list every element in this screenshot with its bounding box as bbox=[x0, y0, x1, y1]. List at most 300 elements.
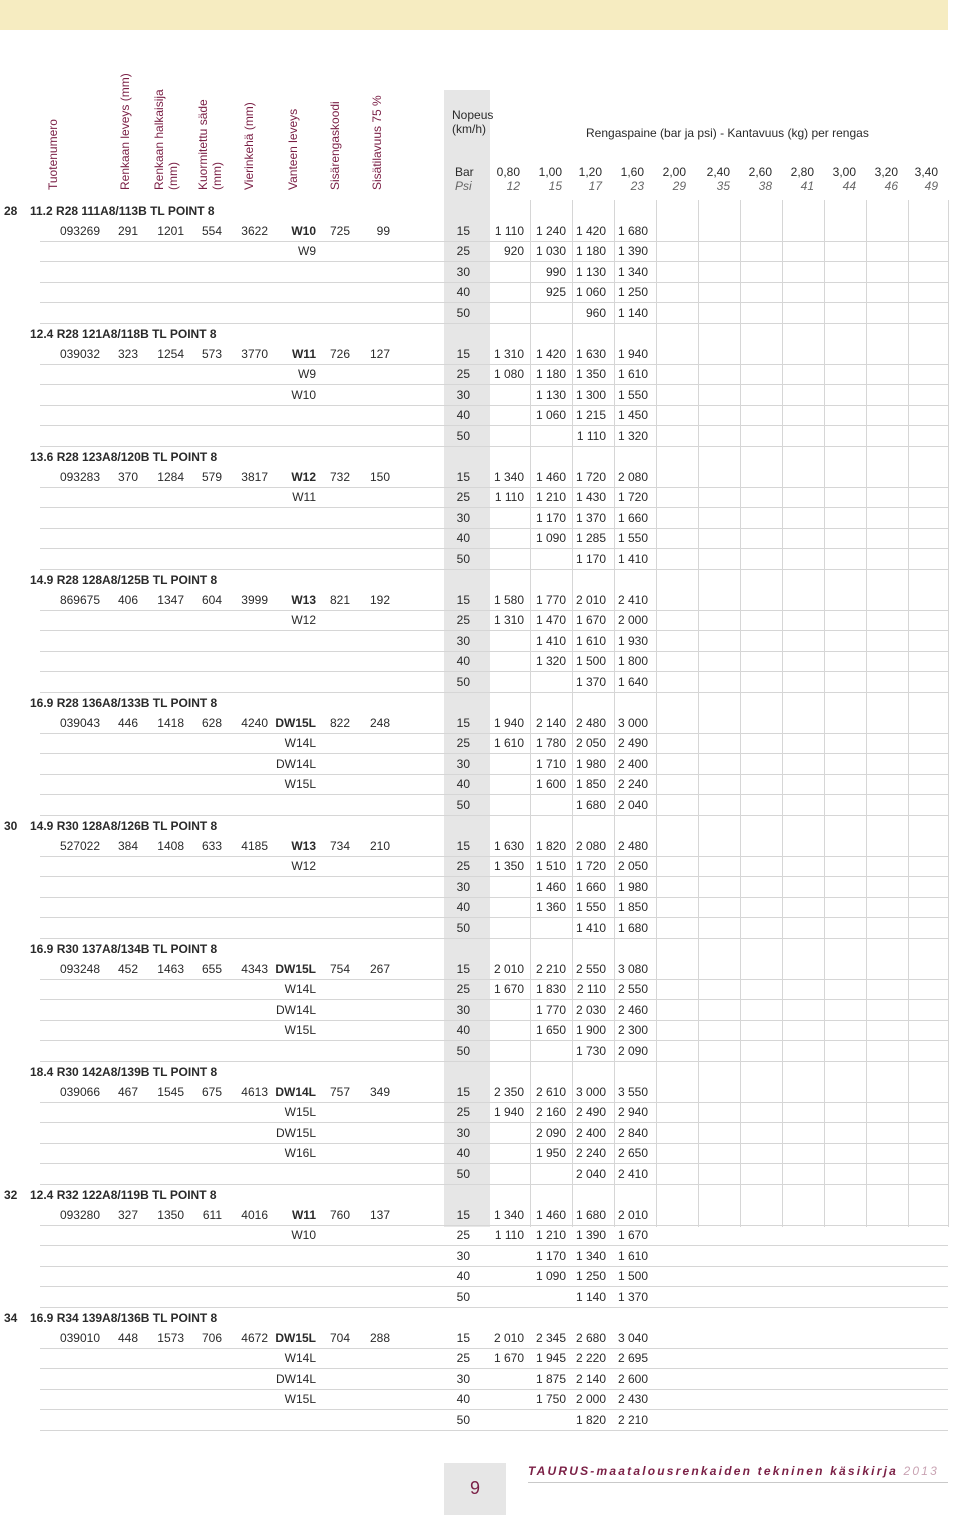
load-value: 1 630 bbox=[575, 346, 606, 361]
tire-size-title: 16.9 R30 137A8/134B TL POINT 8 bbox=[30, 942, 218, 956]
loaded-radius: 633 bbox=[201, 838, 222, 853]
tube-code: 734 bbox=[329, 838, 350, 853]
rim-width: W10 bbox=[291, 387, 316, 402]
pressure-psi-value: 41 bbox=[800, 179, 814, 193]
inner-volume: 150 bbox=[369, 469, 390, 484]
rim-width: DW15L bbox=[275, 715, 316, 730]
speed-value: 15 bbox=[456, 592, 470, 607]
row-line bbox=[40, 1245, 948, 1246]
load-value: 3 040 bbox=[617, 1330, 648, 1345]
load-value: 2 010 bbox=[575, 592, 606, 607]
row-line bbox=[40, 405, 948, 406]
rim-width: DW14L bbox=[275, 1371, 316, 1386]
load-value: 1 340 bbox=[493, 1207, 524, 1222]
column-header: Renkaan leveys (mm) bbox=[118, 73, 132, 190]
load-value: 1 670 bbox=[575, 613, 606, 627]
row-line bbox=[40, 1389, 948, 1390]
tire-size-title: 14.9 R30 128A8/126B TL POINT 8 bbox=[30, 819, 218, 833]
load-value: 920 bbox=[503, 244, 524, 258]
load-value: 1 680 bbox=[617, 223, 648, 238]
load-value: 3 000 bbox=[617, 715, 648, 730]
inner-volume: 349 bbox=[369, 1084, 390, 1099]
load-value: 3 080 bbox=[617, 961, 648, 976]
load-value: 1 030 bbox=[535, 244, 566, 258]
speed-value: 30 bbox=[456, 1125, 470, 1140]
speed-value: 40 bbox=[456, 1269, 470, 1283]
inner-volume: 127 bbox=[369, 346, 390, 361]
row-line bbox=[40, 1122, 948, 1123]
column-header: Vierinkehä (mm) bbox=[242, 102, 256, 190]
tire-width: 448 bbox=[117, 1330, 138, 1345]
load-value: 1 900 bbox=[575, 1023, 606, 1037]
row-line bbox=[40, 282, 948, 283]
speed-value: 40 bbox=[456, 285, 470, 299]
rim-width: DW15L bbox=[275, 1330, 316, 1345]
load-value: 2 030 bbox=[575, 1002, 606, 1017]
grid-line bbox=[740, 200, 741, 1227]
load-value: 1 980 bbox=[617, 879, 648, 894]
footer-title bbox=[528, 1464, 939, 1478]
load-value: 990 bbox=[545, 264, 566, 279]
pressure-bar-value: 1,60 bbox=[620, 165, 644, 179]
rim-width: DW14L bbox=[275, 1084, 316, 1099]
tire-diameter: 1201 bbox=[157, 223, 184, 238]
pressure-bar-value: 2,60 bbox=[748, 165, 772, 179]
speed-value: 40 bbox=[456, 1392, 470, 1406]
column-header: Kuormitettu säde (mm) bbox=[196, 99, 224, 190]
grid-line bbox=[908, 200, 909, 1227]
product-number: 039032 bbox=[59, 346, 100, 361]
speed-value: 30 bbox=[456, 756, 470, 771]
rim-width: DW14L bbox=[275, 756, 316, 771]
tire-size-title: 16.9 R28 136A8/133B TL POINT 8 bbox=[30, 696, 218, 710]
load-value: 1 180 bbox=[575, 244, 606, 258]
tube-code: 760 bbox=[329, 1207, 350, 1222]
load-value: 1 350 bbox=[575, 367, 606, 381]
rolling-circumference: 4613 bbox=[241, 1084, 268, 1099]
rim-width: W12 bbox=[291, 859, 316, 873]
product-number: 093269 bbox=[59, 223, 100, 238]
load-value: 1 550 bbox=[575, 900, 606, 914]
tire-width: 323 bbox=[117, 346, 138, 361]
load-value: 2 400 bbox=[617, 756, 648, 771]
speed-value: 40 bbox=[456, 900, 470, 914]
row-line bbox=[40, 630, 948, 631]
load-value: 1 320 bbox=[617, 428, 648, 443]
load-value: 1 580 bbox=[493, 592, 524, 607]
row-line bbox=[40, 1368, 948, 1369]
load-value: 2 840 bbox=[617, 1125, 648, 1140]
load-value: 1 720 bbox=[575, 859, 606, 873]
load-value: 1 390 bbox=[575, 1228, 606, 1242]
tube-code: 754 bbox=[329, 961, 350, 976]
pressure-psi-value: 49 bbox=[924, 179, 938, 193]
load-value: 1 460 bbox=[535, 879, 566, 894]
tire-width: 467 bbox=[117, 1084, 138, 1099]
tire-width: 370 bbox=[117, 469, 138, 484]
row-line bbox=[40, 774, 948, 775]
load-value: 2 680 bbox=[575, 1330, 606, 1345]
row-line bbox=[40, 446, 948, 447]
row-line bbox=[40, 1184, 948, 1185]
product-number: 093280 bbox=[59, 1207, 100, 1222]
grid-line bbox=[866, 200, 867, 1227]
load-value: 1 250 bbox=[617, 285, 648, 299]
load-value: 1 800 bbox=[617, 654, 648, 668]
load-value: 1 770 bbox=[535, 592, 566, 607]
product-number: 093283 bbox=[59, 469, 100, 484]
row-line bbox=[40, 1020, 948, 1021]
load-value: 1 875 bbox=[535, 1371, 566, 1386]
rim-width: W11 bbox=[291, 1207, 316, 1222]
load-value: 2 490 bbox=[617, 736, 648, 750]
rim-width: W14L bbox=[284, 736, 316, 750]
pressure-psi-value: 29 bbox=[672, 179, 686, 193]
pressure-bar-value: 3,00 bbox=[832, 165, 856, 179]
pressure-psi-value: 35 bbox=[716, 179, 730, 193]
speed-value: 30 bbox=[456, 1002, 470, 1017]
psi-unit-label: Psi bbox=[455, 179, 472, 193]
row-line bbox=[40, 1040, 948, 1041]
inner-volume: 210 bbox=[369, 838, 390, 853]
load-value: 1 950 bbox=[535, 1146, 566, 1160]
rim-width: W11 bbox=[292, 490, 316, 504]
load-value: 1 140 bbox=[617, 305, 648, 320]
load-value: 1 320 bbox=[535, 654, 566, 668]
load-value: 1 110 bbox=[494, 490, 524, 504]
pressure-bar-value: 3,40 bbox=[914, 165, 938, 179]
pressure-bar-value: 1,00 bbox=[538, 165, 562, 179]
speed-value: 25 bbox=[456, 1105, 470, 1119]
load-value: 1 170 bbox=[535, 1248, 566, 1263]
speed-value: 30 bbox=[456, 633, 470, 648]
rim-width: W15L bbox=[284, 1392, 316, 1406]
load-value: 1 670 bbox=[493, 982, 524, 996]
rim-width: W16L bbox=[284, 1146, 316, 1160]
footer-year: 2013 bbox=[903, 1464, 940, 1478]
load-value: 1 370 bbox=[617, 1289, 648, 1304]
rolling-circumference: 3770 bbox=[241, 346, 268, 361]
product-number: 869675 bbox=[59, 592, 100, 607]
load-value: 2 430 bbox=[617, 1392, 648, 1406]
tube-code: 757 bbox=[329, 1084, 350, 1099]
rim-width: DW15L bbox=[275, 961, 316, 976]
row-line bbox=[40, 528, 948, 529]
speed-value: 30 bbox=[456, 510, 470, 525]
rim-width: W9 bbox=[298, 367, 316, 381]
speed-value: 50 bbox=[456, 674, 470, 689]
rim-width: W13 bbox=[291, 838, 316, 853]
speed-value: 50 bbox=[456, 1043, 470, 1058]
pressure-bar-value: 2,40 bbox=[706, 165, 730, 179]
grid-line bbox=[948, 200, 949, 1227]
row-line bbox=[40, 569, 948, 570]
load-value: 1 770 bbox=[535, 1002, 566, 1017]
loaded-radius: 554 bbox=[201, 223, 222, 238]
load-value: 1 500 bbox=[575, 654, 606, 668]
load-value: 1 430 bbox=[575, 490, 606, 504]
load-value: 1 680 bbox=[575, 1207, 606, 1222]
column-header: Sisärengaskoodi bbox=[328, 101, 342, 190]
row-line bbox=[40, 794, 948, 795]
loaded-radius: 604 bbox=[201, 592, 222, 607]
load-value: 1 460 bbox=[535, 469, 566, 484]
speed-value: 30 bbox=[456, 264, 470, 279]
tire-size-title: 16.9 R34 139A8/136B TL POINT 8 bbox=[30, 1311, 218, 1325]
load-value: 1 630 bbox=[493, 838, 524, 853]
load-value: 1 060 bbox=[535, 408, 566, 422]
bar-unit-label: Bar bbox=[455, 165, 474, 179]
load-value: 2 550 bbox=[617, 982, 648, 996]
column-header: Sisätilavuus 75 % bbox=[370, 95, 384, 190]
load-value: 1 500 bbox=[617, 1269, 648, 1283]
loaded-radius: 675 bbox=[201, 1084, 222, 1099]
load-value: 1 850 bbox=[575, 777, 606, 791]
load-value: 1 110 bbox=[494, 223, 524, 238]
load-value: 1 300 bbox=[575, 387, 606, 402]
load-value: 2 240 bbox=[575, 1146, 606, 1160]
load-value: 1 650 bbox=[535, 1023, 566, 1037]
speed-value: 50 bbox=[456, 551, 470, 566]
rolling-circumference: 4343 bbox=[241, 961, 268, 976]
rim-size: 30 bbox=[4, 819, 18, 833]
load-value: 1 980 bbox=[575, 756, 606, 771]
speed-value: 15 bbox=[456, 715, 470, 730]
rim-width: W15L bbox=[284, 1023, 316, 1037]
speed-value: 25 bbox=[456, 1351, 470, 1365]
speed-value: 15 bbox=[456, 1084, 470, 1099]
pressure-bar-value: 0,80 bbox=[496, 165, 520, 179]
load-value: 1 410 bbox=[617, 551, 648, 566]
speed-value: 30 bbox=[456, 1371, 470, 1386]
load-value: 2 010 bbox=[617, 1207, 648, 1222]
load-value: 1 660 bbox=[617, 510, 648, 525]
load-value: 1 170 bbox=[575, 551, 606, 566]
row-line bbox=[40, 1409, 948, 1410]
load-value: 2 040 bbox=[575, 1166, 606, 1181]
load-value: 1 730 bbox=[575, 1043, 606, 1058]
speed-value: 25 bbox=[456, 736, 470, 750]
speed-value: 40 bbox=[456, 777, 470, 791]
row-line bbox=[40, 261, 948, 262]
tube-code: 704 bbox=[329, 1330, 350, 1345]
rim-width: W14L bbox=[284, 1351, 316, 1365]
pressure-header: Rengaspaine (bar ja psi) - Kantavuus (kg) per rengas bbox=[586, 126, 869, 140]
grid-line bbox=[824, 200, 825, 1227]
inner-volume: 192 bbox=[369, 592, 390, 607]
load-value: 2 110 bbox=[576, 982, 606, 996]
speed-value: 30 bbox=[456, 387, 470, 402]
page-number: 9 bbox=[469, 1478, 480, 1498]
load-value: 1 410 bbox=[535, 633, 566, 648]
load-value: 2 000 bbox=[617, 613, 648, 627]
column-header: Tuotenumero bbox=[46, 119, 60, 190]
footer-title-text: TAURUS-maatalousrenkaiden tekninen käsikirja bbox=[528, 1464, 898, 1478]
speed-header: Nopeus (km/h) bbox=[452, 108, 494, 136]
tire-size-title: 13.6 R28 123A8/120B TL POINT 8 bbox=[30, 450, 218, 464]
rim-width: W11 bbox=[291, 346, 316, 361]
load-value: 2 140 bbox=[535, 715, 566, 730]
load-value: 2 480 bbox=[617, 838, 648, 853]
load-value: 1 340 bbox=[493, 469, 524, 484]
rolling-circumference: 3999 bbox=[241, 592, 268, 607]
rim-width: W12 bbox=[291, 613, 316, 627]
load-value: 1 710 bbox=[535, 756, 566, 771]
row-line bbox=[40, 1430, 948, 1431]
load-value: 1 670 bbox=[617, 1228, 648, 1242]
load-value: 1 820 bbox=[575, 1412, 606, 1427]
inner-volume: 99 bbox=[376, 223, 390, 238]
load-value: 1 610 bbox=[617, 367, 648, 381]
load-value: 1 820 bbox=[535, 838, 566, 853]
rolling-circumference: 4016 bbox=[241, 1207, 268, 1222]
load-value: 1 780 bbox=[535, 736, 566, 750]
speed-value: 50 bbox=[456, 305, 470, 320]
load-value: 1 720 bbox=[575, 469, 606, 484]
grid-line bbox=[656, 200, 657, 1227]
row-line bbox=[40, 938, 948, 939]
load-value: 1 470 bbox=[535, 613, 566, 627]
tire-diameter: 1284 bbox=[157, 469, 184, 484]
rim-width: W9 bbox=[298, 244, 316, 258]
load-value: 2 300 bbox=[617, 1023, 648, 1037]
load-value: 2 460 bbox=[617, 1002, 648, 1017]
load-value: 1 360 bbox=[535, 900, 566, 914]
tire-size-title: 11.2 R28 111A8/113B TL POINT 8 bbox=[30, 204, 215, 218]
grid-line bbox=[698, 200, 699, 1227]
speed-value: 25 bbox=[456, 982, 470, 996]
load-value: 3 550 bbox=[617, 1084, 648, 1099]
load-value: 1 600 bbox=[535, 777, 566, 791]
load-value: 1 850 bbox=[617, 900, 648, 914]
row-line bbox=[40, 302, 948, 303]
rolling-circumference: 3622 bbox=[241, 223, 268, 238]
load-value: 2 610 bbox=[535, 1084, 566, 1099]
load-value: 2 220 bbox=[575, 1351, 606, 1365]
top-color-bar bbox=[0, 0, 948, 30]
row-line bbox=[40, 897, 948, 898]
load-value: 1 340 bbox=[617, 264, 648, 279]
tire-diameter: 1347 bbox=[157, 592, 184, 607]
rim-width: DW14L bbox=[275, 1002, 316, 1017]
load-value: 1 550 bbox=[617, 531, 648, 545]
product-number: 527022 bbox=[59, 838, 100, 853]
load-value: 1 720 bbox=[617, 490, 648, 504]
load-value: 1 210 bbox=[535, 490, 566, 504]
load-value: 1 945 bbox=[535, 1351, 566, 1365]
speed-value: 50 bbox=[456, 1289, 470, 1304]
tire-diameter: 1545 bbox=[157, 1084, 184, 1099]
rim-width: W12 bbox=[291, 469, 316, 484]
load-value: 1 340 bbox=[575, 1248, 606, 1263]
speed-value: 25 bbox=[456, 490, 470, 504]
load-value: 2 400 bbox=[575, 1125, 606, 1140]
speed-value: 40 bbox=[456, 1146, 470, 1160]
pressure-bar-value: 2,00 bbox=[662, 165, 686, 179]
speed-value: 50 bbox=[456, 797, 470, 812]
speed-value: 50 bbox=[456, 428, 470, 443]
load-value: 2 090 bbox=[535, 1125, 566, 1140]
load-value: 2 600 bbox=[617, 1371, 648, 1386]
row-line bbox=[40, 425, 948, 426]
tire-diameter: 1408 bbox=[157, 838, 184, 853]
load-value: 1 450 bbox=[617, 408, 648, 422]
rolling-circumference: 4185 bbox=[241, 838, 268, 853]
pressure-psi-value: 44 bbox=[842, 179, 856, 193]
speed-value: 15 bbox=[456, 469, 470, 484]
load-value: 1 180 bbox=[535, 367, 566, 381]
load-value: 2 000 bbox=[575, 1392, 606, 1406]
tire-diameter: 1254 bbox=[157, 346, 184, 361]
speed-value: 40 bbox=[456, 654, 470, 668]
product-number: 093248 bbox=[59, 961, 100, 976]
pressure-bar-value: 2,80 bbox=[790, 165, 814, 179]
speed-value: 15 bbox=[456, 223, 470, 238]
speed-value: 40 bbox=[456, 1023, 470, 1037]
column-header: Vanteen leveys bbox=[286, 108, 300, 190]
load-value: 2 050 bbox=[575, 736, 606, 750]
load-value: 1 660 bbox=[575, 879, 606, 894]
load-value: 1 110 bbox=[576, 428, 606, 443]
load-value: 1 090 bbox=[535, 531, 566, 545]
load-value: 1 390 bbox=[617, 244, 648, 258]
loaded-radius: 573 bbox=[201, 346, 222, 361]
loaded-radius: 706 bbox=[201, 1330, 222, 1345]
tire-width: 452 bbox=[117, 961, 138, 976]
product-number: 039066 bbox=[59, 1084, 100, 1099]
tire-diameter: 1463 bbox=[157, 961, 184, 976]
load-value: 1 285 bbox=[575, 531, 606, 545]
load-value: 3 000 bbox=[575, 1084, 606, 1099]
tire-size-title: 12.4 R32 122A8/119B TL POINT 8 bbox=[30, 1188, 217, 1202]
load-value: 1 240 bbox=[535, 223, 566, 238]
load-value: 2 210 bbox=[535, 961, 566, 976]
rim-size: 32 bbox=[4, 1188, 18, 1202]
load-value: 2 240 bbox=[617, 777, 648, 791]
pressure-bar-value: 3,20 bbox=[874, 165, 898, 179]
speed-value: 25 bbox=[456, 613, 470, 627]
load-value: 2 040 bbox=[617, 797, 648, 812]
load-value: 2 050 bbox=[617, 859, 648, 873]
row-line bbox=[40, 384, 948, 385]
product-number: 039010 bbox=[59, 1330, 100, 1345]
rolling-circumference: 4240 bbox=[241, 715, 268, 730]
tire-diameter: 1573 bbox=[157, 1330, 184, 1345]
load-value: 1 680 bbox=[575, 797, 606, 812]
load-value: 1 370 bbox=[575, 674, 606, 689]
tube-code: 732 bbox=[329, 469, 350, 484]
inner-volume: 288 bbox=[369, 1330, 390, 1345]
load-value: 2 210 bbox=[617, 1412, 648, 1427]
row-line bbox=[40, 548, 948, 549]
load-value: 2 140 bbox=[575, 1371, 606, 1386]
pressure-psi-value: 23 bbox=[630, 179, 644, 193]
pressure-bar-value: 1,20 bbox=[578, 165, 602, 179]
tube-code: 726 bbox=[329, 346, 350, 361]
pressure-psi-value: 12 bbox=[506, 179, 520, 193]
load-value: 1 550 bbox=[617, 387, 648, 402]
load-value: 1 080 bbox=[493, 367, 524, 381]
load-value: 1 610 bbox=[575, 633, 606, 648]
tube-code: 821 bbox=[329, 592, 350, 607]
loaded-radius: 579 bbox=[201, 469, 222, 484]
row-line bbox=[40, 876, 948, 877]
rolling-circumference: 4672 bbox=[241, 1330, 268, 1345]
load-value: 960 bbox=[585, 305, 606, 320]
speed-value: 15 bbox=[456, 1207, 470, 1222]
load-value: 2 080 bbox=[617, 469, 648, 484]
load-value: 1 130 bbox=[575, 264, 606, 279]
